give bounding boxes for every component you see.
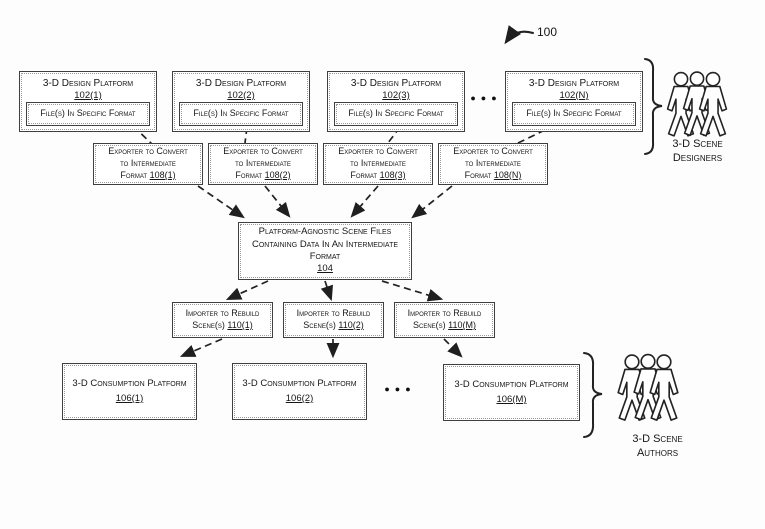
link-fileN-exporterN <box>516 130 545 144</box>
consumption-platform-box-2 <box>232 363 367 420</box>
exporter-line3 <box>209 170 317 182</box>
importer-ref: 110(M) <box>448 320 477 330</box>
exporter-ref: 108(2) <box>264 169 291 180</box>
exporter-line2: to Intermediate <box>120 158 176 169</box>
file-format-label: File(s) In Specific Format <box>193 108 289 119</box>
importer-line2 <box>284 320 383 332</box>
exporter-format-word: Format <box>350 169 378 180</box>
authors-label-line2: Authors <box>636 446 679 459</box>
scene-files-line2: Containing Data In An Intermediate <box>251 238 399 250</box>
file-format-label: File(s) In Specific Format <box>348 108 444 119</box>
arrow-exporter1-scenefiles <box>198 186 243 217</box>
ellipsis-top: ●●● <box>470 93 502 103</box>
arrow-scenefiles-importer2 <box>325 281 331 299</box>
arrow-scenefiles-importer1 <box>228 281 268 299</box>
importer-line2 <box>173 320 272 332</box>
consumption-platform-title: 3-D Consumption Platform <box>454 378 569 390</box>
reference-100-arrow <box>506 32 533 42</box>
design-platform-box-2 <box>172 71 310 132</box>
design-platform-ref: 102(1) <box>74 90 102 101</box>
ellipsis-bottom: ●●● <box>384 384 416 394</box>
importer-line2 <box>395 320 494 332</box>
exporter-box-N <box>438 143 548 185</box>
exporter-format-word: Format <box>235 169 263 180</box>
importer-line1: Importer to Rebuild <box>407 308 482 319</box>
consumption-platform-ref: 106(1) <box>115 393 144 404</box>
exporter-ref: 108(3) <box>379 169 406 180</box>
importer-ref: 110(2) <box>338 320 364 330</box>
arrow-importer1-consumption1 <box>182 339 222 356</box>
exporter-box-3 <box>323 143 433 185</box>
file-format-box <box>334 102 458 126</box>
exporter-line2: to Intermediate <box>350 158 406 169</box>
importer-line1: Importer to Rebuild <box>296 308 371 319</box>
exporter-line3 <box>324 170 432 182</box>
exporter-box-2 <box>208 143 318 185</box>
consumption-platform-title: 3-D Consumption Platform <box>72 377 187 389</box>
design-platform-box-N <box>505 71 643 132</box>
scene-files-line3: Format <box>309 251 341 262</box>
exporter-line1: Exporter to Convert <box>338 146 418 157</box>
consumption-platform-ref: 106(M) <box>496 394 527 405</box>
authors-people-icon <box>618 355 678 421</box>
file-format-label: File(s) In Specific Format <box>40 108 136 119</box>
exporter-line3 <box>439 170 547 182</box>
arrow-importerM-consumptionM <box>444 339 461 356</box>
exporter-ref: 108(N) <box>493 169 522 180</box>
consumption-platform-box-M <box>443 364 580 421</box>
importer-line1: Importer to Rebuild <box>185 308 260 319</box>
consumption-platform-ref: 106(2) <box>285 393 314 404</box>
design-platform-title: 3-D Design Platform <box>195 78 287 89</box>
exporter-format-word: Format <box>120 169 148 180</box>
arrow-scenefiles-importerM <box>382 281 441 299</box>
consumption-platform-title: 3-D Consumption Platform <box>242 377 357 389</box>
scene-files-line1: Platform-Agnostic Scene Files <box>258 226 392 238</box>
exporter-line2: to Intermediate <box>465 158 521 169</box>
importer-box-2 <box>283 302 384 338</box>
importer-box-M <box>394 302 495 338</box>
scene-files-box <box>238 222 412 280</box>
design-platform-ref: 102(2) <box>227 90 255 101</box>
importer-scenes-word: Scene(s) <box>192 320 225 330</box>
arrow-exporterN-scenefiles <box>413 186 452 217</box>
exporter-box-1 <box>93 143 203 185</box>
design-platform-ref: 102(N) <box>559 90 589 101</box>
exporter-ref: 108(1) <box>149 169 176 180</box>
scene-files-ref: 104 <box>317 263 333 275</box>
designers-people-icon <box>668 72 727 136</box>
authors-label <box>600 433 715 461</box>
exporter-line2: to Intermediate <box>235 158 291 169</box>
design-platform-ref: 102(3) <box>382 90 410 101</box>
brace-authors <box>584 353 602 437</box>
importer-scenes-word: Scene(s) <box>412 320 446 330</box>
figure-reference-number: 100 <box>537 25 558 39</box>
exporter-line1: Exporter to Convert <box>453 146 533 157</box>
exporter-line1: Exporter to Convert <box>223 146 303 157</box>
arrow-exporter2-scenefiles <box>265 186 289 216</box>
designers-label-line1: 3-D Scene <box>672 138 723 150</box>
design-platform-title: 3-D Design Platform <box>528 78 620 89</box>
file-format-box <box>179 102 303 126</box>
design-platform-box-3 <box>327 71 465 132</box>
exporter-line1: Exporter to Convert <box>108 146 188 157</box>
design-platform-title: 3-D Design Platform <box>350 78 442 89</box>
arrow-exporter3-scenefiles <box>352 186 378 216</box>
file-format-box <box>512 102 636 126</box>
exporter-line3 <box>94 170 202 182</box>
file-format-box <box>26 102 150 126</box>
design-platform-title: 3-D Design Platform <box>42 78 134 89</box>
consumption-platform-box-1 <box>62 363 197 420</box>
importer-scenes-word: Scene(s) <box>303 320 336 330</box>
file-format-label: File(s) In Specific Format <box>526 108 622 119</box>
importer-ref: 110(1) <box>227 320 253 330</box>
exporter-format-word: Format <box>464 169 492 180</box>
authors-label-line1: 3-D Scene <box>632 433 683 445</box>
importer-box-1 <box>172 302 273 338</box>
designers-label-line2: Designers <box>672 151 723 164</box>
design-platform-box-1 <box>19 71 157 132</box>
designers-label <box>645 138 750 166</box>
